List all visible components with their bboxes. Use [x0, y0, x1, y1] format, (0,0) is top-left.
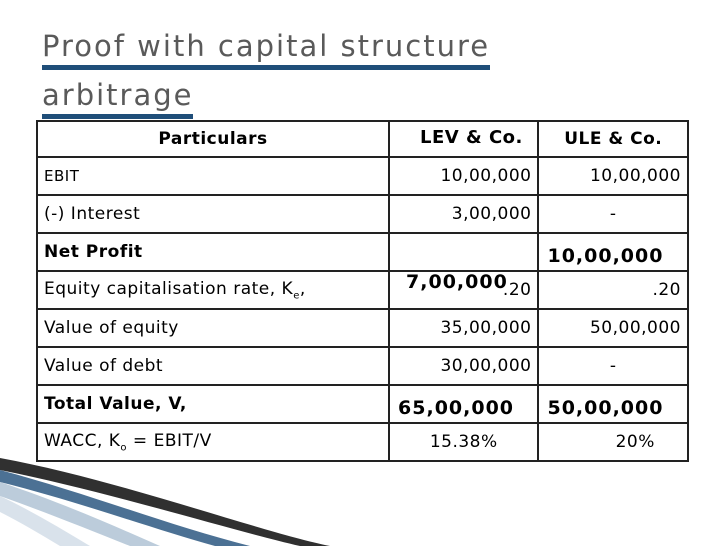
row-label: Net Profit — [37, 233, 389, 271]
table-row — [37, 309, 688, 347]
slide-title-line-2: arbitrage — [42, 76, 193, 119]
cell-ule — [538, 233, 688, 271]
cell-ule: .20 — [538, 271, 688, 309]
slide-title-line-1: Proof with capital structure — [42, 27, 490, 70]
row-label: WACC, $K_o$ = EBIT/V — [37, 423, 389, 461]
row-label: Value of equity — [37, 309, 389, 347]
cell-ule: - — [538, 347, 688, 385]
cell-lev: 10,00,000 — [389, 157, 538, 195]
cell-ule: 50,00,000 — [538, 309, 688, 347]
cell-lev-text: 7,00,000 — [406, 271, 508, 293]
table-row — [37, 271, 688, 309]
row-label: EBIT — [37, 157, 389, 195]
cell-lev: 15.38% — [389, 423, 538, 461]
cell-ule: 20% — [538, 423, 688, 461]
header-lev-text: LEV & Co. — [420, 127, 523, 148]
cell-lev: 35,00,000 — [389, 309, 538, 347]
header-ule: ULE & Co. — [538, 121, 688, 157]
table-row — [37, 385, 688, 423]
cell-lev — [389, 385, 538, 423]
header-particulars: Particulars — [37, 121, 389, 157]
decorative-swoosh — [0, 440, 728, 546]
row-label: Equity capitalisation rate, $K_e$, — [37, 271, 389, 309]
header-lev — [389, 121, 538, 157]
table-row — [37, 233, 688, 271]
row-label: Value of debt — [37, 347, 389, 385]
cell-ule-text: 10,00,000 — [547, 245, 664, 267]
table-row — [37, 195, 688, 233]
comparison-table — [36, 120, 689, 462]
cell-lev: 3,00,000 — [389, 195, 538, 233]
cell-lev: 30,00,000 — [389, 347, 538, 385]
row-label: Total Value, V, — [37, 385, 389, 423]
row-label: (-) Interest — [37, 195, 389, 233]
cell-lev-text: 65,00,000 — [398, 397, 515, 419]
table-row — [37, 347, 688, 385]
table-row — [37, 157, 688, 195]
cell-ule: - — [538, 195, 688, 233]
table-header-row — [37, 121, 688, 157]
cell-ule: 10,00,000 — [538, 157, 688, 195]
cell-ule — [538, 385, 688, 423]
cell-lev: .20 — [389, 271, 538, 309]
slide-title — [42, 22, 642, 120]
cell-ule-text: 50,00,000 — [547, 397, 664, 419]
